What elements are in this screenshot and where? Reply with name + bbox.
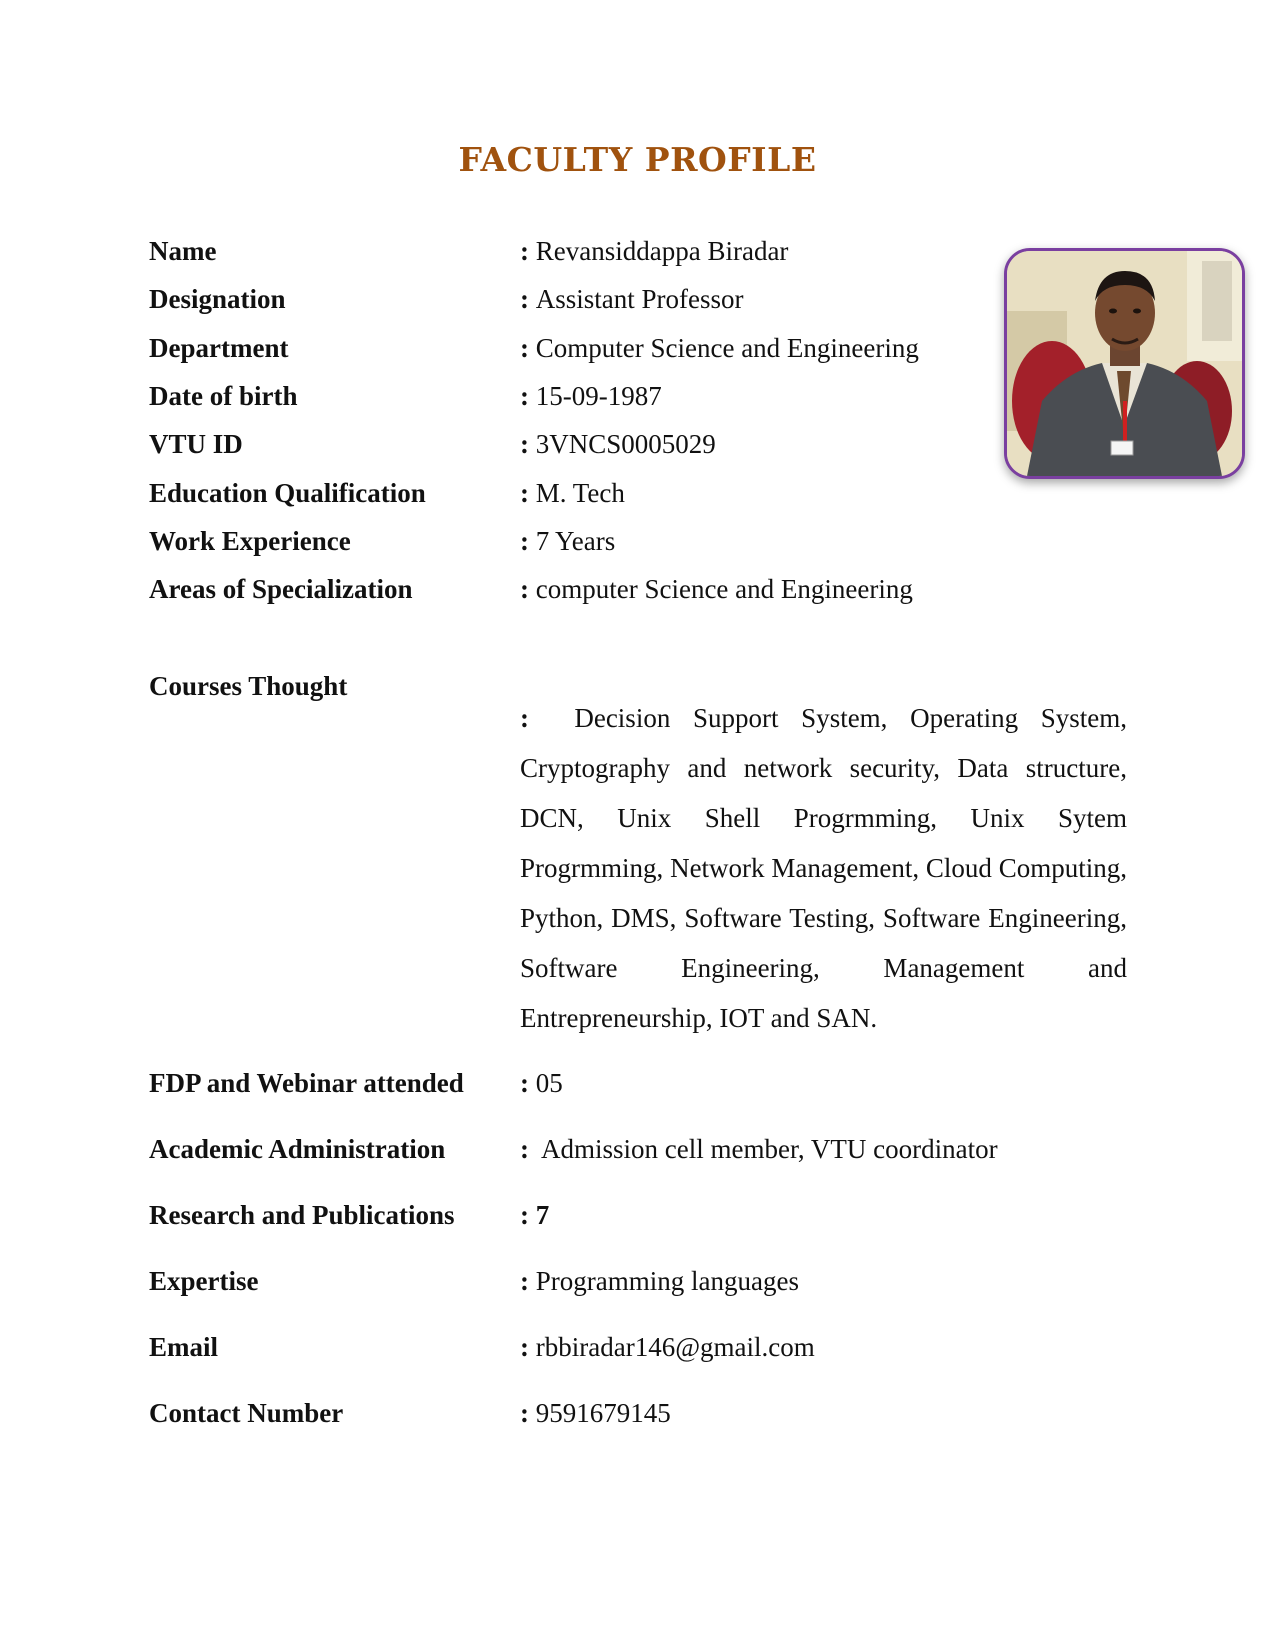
education-text: M. Tech xyxy=(535,478,625,508)
field-label-vtu-id: VTU ID xyxy=(149,429,243,459)
field-label-education: Education Qualification xyxy=(149,478,426,508)
field-label-dob: Date of birth xyxy=(149,381,298,411)
field-value-research: : 7 xyxy=(520,1200,550,1230)
field-value-department: : Computer Science and Engineering xyxy=(520,333,919,363)
email-text: rbbiradar146@gmail.com xyxy=(535,1332,815,1362)
page-title: FACULTY PROFILE xyxy=(458,140,817,179)
field-value-expertise: : Programming languages xyxy=(520,1266,799,1296)
field-label-research: Research and Publications xyxy=(149,1200,455,1230)
experience-text: 7 Years xyxy=(535,526,616,556)
contact-text: 9591679145 xyxy=(535,1398,671,1428)
field-label-email: Email xyxy=(149,1332,219,1362)
field-value-vtu-id: : 3VNCS0005029 xyxy=(520,429,716,459)
field-label-specialization: Areas of Specialization xyxy=(149,574,413,604)
field-value-contact: : 9591679145 xyxy=(520,1398,671,1428)
field-value-dob: : 15-09-1987 xyxy=(520,381,662,411)
field-value-email: : rbbiradar146@gmail.com xyxy=(520,1332,815,1362)
field-label-expertise: Expertise xyxy=(149,1266,259,1296)
administration-text: Admission cell member, VTU coordinator xyxy=(535,1134,998,1164)
field-value-courses: : Decision Support System, Operating System, Cryptography and network security, Data structure, DCN, Unix Shell Progrmming, Unix Sytem Progrmming, Network Management, Cloud Computing, Python, DMS, Software Testing, Software Engineering, Software Engineering, Management and Entrepreneurship, IOT and SAN. xyxy=(520,703,1127,1033)
field-label-name: Name xyxy=(149,236,217,266)
field-value-fdp: : 05 xyxy=(520,1068,563,1098)
field-value-name: : Revansiddappa Biradar xyxy=(520,236,789,266)
field-label-administration: Academic Administration xyxy=(149,1134,446,1164)
field-label-courses: Courses Thought xyxy=(149,671,348,701)
faculty-portrait-photo-icon xyxy=(1007,251,1242,476)
field-label-experience: Work Experience xyxy=(149,526,351,556)
name-text: Revansiddappa Biradar xyxy=(535,236,789,266)
designation-text: Assistant Professor xyxy=(535,284,744,314)
field-value-experience: : 7 Years xyxy=(520,526,616,556)
specialization-text: computer Science and Engineering xyxy=(535,574,913,604)
department-text: Computer Science and Engineering xyxy=(535,333,919,363)
fdp-text: 05 xyxy=(535,1068,563,1098)
faculty-photo xyxy=(1004,248,1245,479)
field-label-fdp: FDP and Webinar attended xyxy=(149,1068,464,1098)
field-label-contact: Contact Number xyxy=(149,1398,344,1428)
field-label-designation: Designation xyxy=(149,284,286,314)
courses-text: Decision Support System, Operating System, Cryptography and network security, Data structure, DCN, Unix Shell Progrmming, Unix Sytem Progrmming, Network Management, Cloud Computing, Python, DMS, Software Testing, Software Engineering, Software Engineering, Management and Entrepreneurship, IOT and SAN. xyxy=(520,703,1127,1033)
field-value-education: : M. Tech xyxy=(520,478,625,508)
research-text: 7 xyxy=(535,1200,550,1230)
field-value-designation: : Assistant Professor xyxy=(520,284,744,314)
field-value-specialization: : computer Science and Engineering xyxy=(520,574,913,604)
expertise-text: Programming languages xyxy=(535,1266,799,1296)
field-value-administration: : Admission cell member, VTU coordinator xyxy=(520,1134,998,1164)
field-label-department: Department xyxy=(149,333,289,363)
vtu-id-text: 3VNCS0005029 xyxy=(535,429,716,459)
dob-text: 15-09-1987 xyxy=(535,381,662,411)
